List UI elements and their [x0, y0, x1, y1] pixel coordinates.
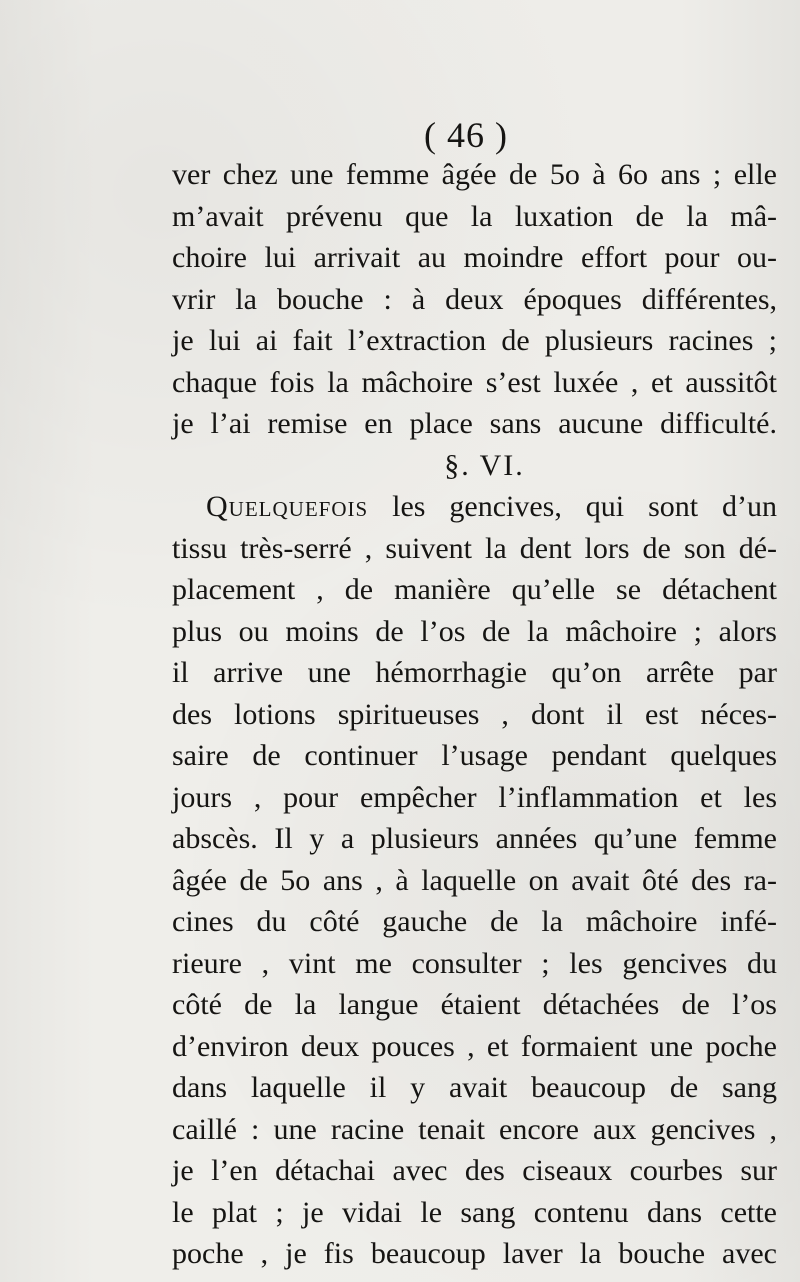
text-line: vrir la bouche : à deux époques différentes,	[172, 282, 777, 316]
text-line: saire de continuer l’usage pendant quelques	[172, 739, 777, 772]
text-line: âgée de 5o ans , à laquelle on avait ôté des ra-	[172, 863, 777, 897]
text-line: je lui ai fait l’extraction de plusieurs racines ;	[172, 324, 777, 357]
text-line: chaque fois la mâchoire s’est luxée , et aussitôt	[172, 365, 777, 399]
text-line: poche , je fis beaucoup laver la bouche avec	[172, 1237, 777, 1270]
section-heading: §. VI.	[444, 448, 525, 482]
section-first-line-rest: les gencives, qui sont d’un	[392, 490, 778, 523]
text-line: choire lui arrivait au moindre effort pour ou-	[172, 241, 777, 274]
text-line: plus ou moins de l’os de la mâchoire ; alors	[172, 614, 777, 648]
text-line: placement , de manière qu’elle se détachent	[172, 573, 777, 606]
text-line: dans laquelle il y avait beaucoup de sang	[172, 1071, 777, 1104]
text-line: le plat ; je vidai le sang contenu dans cette	[172, 1195, 777, 1229]
page-number: ( 46 )	[424, 115, 508, 155]
text-line: je l’ai remise en place sans aucune difficulté.	[172, 407, 777, 440]
text-line: m’avait prévenu que la luxation de la mâ-	[172, 199, 777, 233]
section-first-word: Quelquefois	[206, 490, 369, 523]
text-line: tissu très-serré , suivent la dent lors de son dé-	[172, 531, 777, 565]
text-line: d’environ deux pouces , et formaient une poche	[172, 1029, 777, 1063]
text-line: rieure , vint me consulter ; les gencives du	[172, 946, 777, 980]
text-line: il arrive une hémorrhagie qu’on arrête par	[172, 656, 777, 689]
text-line: ver chez une femme âgée de 5o à 6o ans ; elle	[172, 158, 777, 191]
text-line: abscès. Il y a plusieurs années qu’une femme	[172, 822, 777, 855]
section-first-line	[172, 486, 777, 528]
text-line: des lotions spiritueuses , dont il est néces-	[172, 697, 777, 731]
text-line: jours , pour empêcher l’inflammation et les	[172, 780, 777, 814]
text-line: je l’en détachai avec des ciseaux courbes sur	[172, 1154, 777, 1187]
text-line: caillé : une racine tenait encore aux gencives ,	[172, 1112, 777, 1146]
page-body	[172, 154, 777, 1275]
text-line: cines du côté gauche de la mâchoire infé-	[172, 905, 777, 938]
text-line: côté de la langue étaient détachées de l’os	[172, 988, 777, 1021]
